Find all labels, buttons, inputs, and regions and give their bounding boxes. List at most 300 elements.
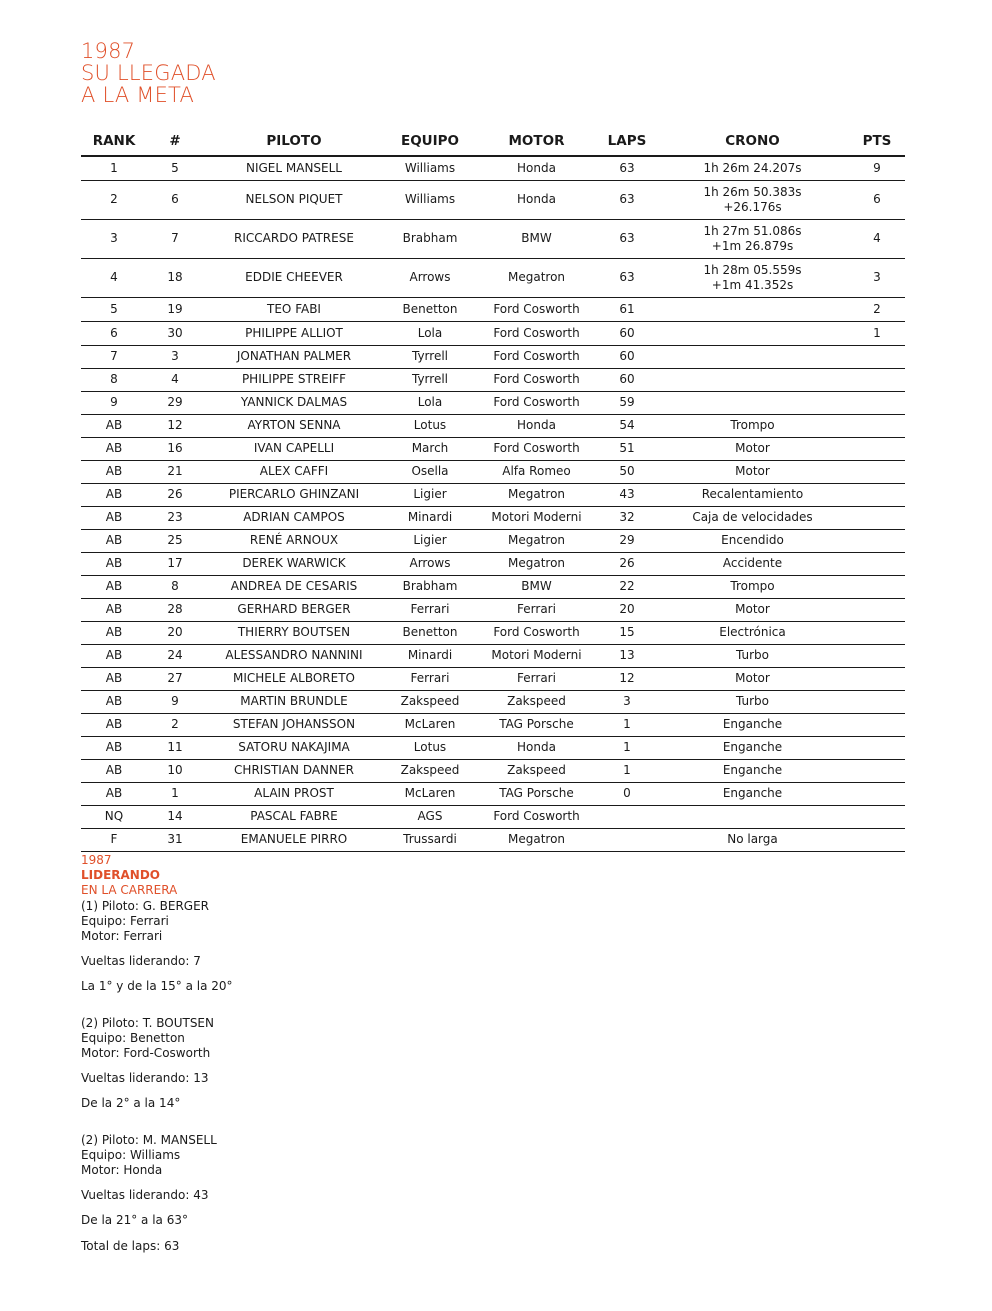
cell-number: 7 [147,219,203,258]
cell-equipo: Ferrari [385,667,475,690]
cell-equipo: Trussardi [385,828,475,851]
crono-time: Encendido [721,533,784,547]
cell-motor: Ford Cosworth [475,621,598,644]
cell-laps: 60 [598,368,656,391]
leader-motor: Motor: Ferrari [81,929,163,944]
cell-rank: 7 [81,345,147,368]
crono-time: Enganche [722,763,783,777]
cell-laps: 61 [598,297,656,321]
cell-piloto: YANNICK DALMAS [203,391,385,414]
cell-rank: 3 [81,219,147,258]
cell-piloto: AYRTON SENNA [203,414,385,437]
cell-piloto: ADRIAN CAMPOS [203,506,385,529]
cell-laps: 63 [598,156,656,180]
cell-piloto: IVAN CAPELLI [203,437,385,460]
leader-rango: La 1° y de la 15° a la 20° [81,979,233,994]
table-row [81,690,905,713]
cell-crono [656,156,849,180]
cell-equipo: Ligier [385,483,475,506]
cell-motor: Motori Moderni [475,506,598,529]
col-rank: RANK [81,126,147,156]
cell-equipo: Williams [385,180,475,219]
cell-piloto: MARTIN BRUNDLE [203,690,385,713]
cell-piloto: PIERCARLO GHINZANI [203,483,385,506]
cell-rank: 5 [81,297,147,321]
cell-piloto: SATORU NAKAJIMA [203,736,385,759]
cell-motor: Megatron [475,483,598,506]
cell-motor: Ford Cosworth [475,345,598,368]
cell-piloto: RICCARDO PATRESE [203,219,385,258]
leading-section [81,853,233,1254]
leader-motor: Motor: Ford-Cosworth [81,1046,211,1061]
cell-rank: 2 [81,180,147,219]
cell-motor: Ford Cosworth [475,805,598,828]
cell-motor: BMW [475,575,598,598]
cell-equipo: Brabham [385,219,475,258]
cell-motor: Zakspeed [475,759,598,782]
cell-piloto: PHILIPPE STREIFF [203,368,385,391]
cell-equipo: Lotus [385,736,475,759]
cell-crono [656,180,849,219]
cell-piloto: NELSON PIQUET [203,180,385,219]
cell-piloto: GERHARD BERGER [203,598,385,621]
cell-rank: AB [81,552,147,575]
cell-number: 21 [147,460,203,483]
cell-equipo: Brabham [385,575,475,598]
cell-pts [849,552,905,575]
cell-number: 25 [147,529,203,552]
leader-piloto: (2) Piloto: M. MANSELL [81,1132,217,1147]
cell-pts [849,437,905,460]
cell-crono [656,598,849,621]
cell-rank: AB [81,713,147,736]
cell-rank: AB [81,782,147,805]
cell-piloto: RENÉ ARNOUX [203,529,385,552]
cell-laps [598,828,656,851]
cell-crono [656,690,849,713]
table-row [81,321,905,345]
cell-pts [849,805,905,828]
table-row [81,621,905,644]
cell-laps: 0 [598,782,656,805]
cell-number: 12 [147,414,203,437]
crono-time: Enganche [722,740,783,754]
cell-rank: 9 [81,391,147,414]
col-crono: CRONO [656,126,849,156]
cell-motor: Ferrari [475,667,598,690]
crono-time: 1h 28m 05.559s [703,262,802,277]
cell-laps: 1 [598,736,656,759]
cell-rank: AB [81,759,147,782]
cell-motor: Ford Cosworth [475,321,598,345]
cell-rank: 8 [81,368,147,391]
cell-number: 19 [147,297,203,321]
cell-number: 17 [147,552,203,575]
cell-number: 27 [147,667,203,690]
cell-laps: 43 [598,483,656,506]
cell-motor: Megatron [475,828,598,851]
table-row [81,437,905,460]
table-row [81,297,905,321]
cell-pts [849,460,905,483]
cell-pts [849,391,905,414]
table-row [81,368,905,391]
cell-pts: 3 [849,258,905,297]
cell-equipo: Ligier [385,529,475,552]
cell-crono [656,219,849,258]
cell-laps: 1 [598,759,656,782]
leader-entry [81,1016,233,1112]
cell-equipo: McLaren [385,782,475,805]
cell-rank: AB [81,644,147,667]
leading-year: 1987 [81,853,112,867]
cell-crono [656,483,849,506]
cell-crono [656,805,849,828]
cell-piloto: PASCAL FABRE [203,805,385,828]
col-laps: LAPS [598,126,656,156]
crono-time: Motor [735,671,770,685]
cell-laps [598,805,656,828]
crono-time: No larga [727,832,778,846]
cell-number: 30 [147,321,203,345]
cell-pts [849,483,905,506]
table-row [81,713,905,736]
cell-number: 14 [147,805,203,828]
table-row [81,258,905,297]
cell-laps: 13 [598,644,656,667]
cell-pts [849,690,905,713]
leader-vueltas: Vueltas liderando: 43 [81,1188,209,1203]
cell-rank: AB [81,736,147,759]
cell-motor: Motori Moderni [475,644,598,667]
cell-rank: AB [81,621,147,644]
cell-piloto: THIERRY BOUTSEN [203,621,385,644]
crono-time: Caja de velocidades [692,510,813,524]
cell-crono [656,621,849,644]
crono-time: Recalentamiento [701,487,804,501]
cell-equipo: Arrows [385,258,475,297]
crono-time: Accidente [722,556,783,570]
cell-crono [656,736,849,759]
cell-rank: AB [81,483,147,506]
cell-number: 20 [147,621,203,644]
crono-gap: +1m 41.352s [711,277,794,292]
cell-pts [849,759,905,782]
cell-crono [656,437,849,460]
cell-crono [656,529,849,552]
cell-equipo: March [385,437,475,460]
table-row [81,828,905,851]
cell-crono [656,460,849,483]
crono-time: Electrónica [719,625,786,639]
table-row [81,805,905,828]
cell-laps: 60 [598,345,656,368]
cell-laps: 63 [598,219,656,258]
crono-gap: +26.176s [723,199,782,214]
leader-equipo: Equipo: Benetton [81,1030,185,1045]
cell-motor: Megatron [475,552,598,575]
leader-rango: De la 2° a la 14° [81,1096,181,1111]
crono-time: Turbo [735,648,769,662]
title-year: 1987 [81,39,136,63]
cell-pts [849,529,905,552]
cell-laps: 60 [598,321,656,345]
table-row [81,345,905,368]
table-row [81,552,905,575]
cell-number: 2 [147,713,203,736]
cell-motor: Zakspeed [475,690,598,713]
cell-crono [656,713,849,736]
crono-time: Motor [735,602,770,616]
cell-rank: 6 [81,321,147,345]
cell-pts [849,736,905,759]
col-number: # [147,126,203,156]
cell-crono [656,391,849,414]
cell-pts [849,782,905,805]
cell-rank: AB [81,575,147,598]
cell-motor: Ford Cosworth [475,391,598,414]
crono-time: Enganche [722,717,783,731]
cell-motor: TAG Porsche [475,782,598,805]
cell-laps: 54 [598,414,656,437]
cell-crono [656,782,849,805]
table-row [81,391,905,414]
cell-rank: F [81,828,147,851]
cell-number: 18 [147,258,203,297]
cell-laps: 63 [598,258,656,297]
cell-equipo: Zakspeed [385,759,475,782]
cell-rank: 1 [81,156,147,180]
cell-number: 8 [147,575,203,598]
leader-motor: Motor: Honda [81,1163,163,1178]
cell-number: 28 [147,598,203,621]
table-row [81,598,905,621]
cell-crono [656,575,849,598]
cell-motor: Megatron [475,258,598,297]
cell-motor: Honda [475,156,598,180]
cell-piloto: ALAIN PROST [203,782,385,805]
total-laps: Total de laps: 63 [81,1238,180,1253]
crono-gap: +1m 26.879s [711,238,794,253]
cell-crono [656,828,849,851]
cell-pts [849,713,905,736]
cell-rank: NQ [81,805,147,828]
cell-motor: Megatron [475,529,598,552]
cell-pts [849,414,905,437]
table-row [81,736,905,759]
cell-piloto: ALESSANDRO NANNINI [203,644,385,667]
title-line2: A LA META [81,83,195,107]
cell-crono [656,667,849,690]
cell-number: 5 [147,156,203,180]
cell-crono [656,297,849,321]
cell-laps: 32 [598,506,656,529]
cell-pts: 6 [849,180,905,219]
cell-equipo: Zakspeed [385,690,475,713]
cell-number: 23 [147,506,203,529]
cell-crono [656,321,849,345]
table-row [81,644,905,667]
cell-motor: Honda [475,180,598,219]
cell-pts: 2 [849,297,905,321]
leader-piloto: (1) Piloto: G. BERGER [81,898,209,913]
results-table [81,126,905,852]
cell-pts [849,506,905,529]
cell-number: 26 [147,483,203,506]
cell-number: 1 [147,782,203,805]
table-row [81,460,905,483]
cell-crono [656,506,849,529]
cell-number: 9 [147,690,203,713]
cell-equipo: Lola [385,321,475,345]
cell-rank: AB [81,598,147,621]
cell-motor: Ford Cosworth [475,437,598,460]
cell-rank: AB [81,437,147,460]
table-row [81,506,905,529]
crono-time: Motor [735,464,770,478]
cell-piloto: STEFAN JOHANSSON [203,713,385,736]
cell-motor: BMW [475,219,598,258]
cell-motor: Honda [475,414,598,437]
results-body [81,156,905,851]
cell-equipo: Ferrari [385,598,475,621]
cell-pts: 9 [849,156,905,180]
leader-equipo: Equipo: Ferrari [81,913,169,928]
cell-number: 31 [147,828,203,851]
cell-piloto: TEO FABI [203,297,385,321]
cell-equipo: Tyrrell [385,368,475,391]
cell-laps: 63 [598,180,656,219]
cell-laps: 12 [598,667,656,690]
cell-number: 6 [147,180,203,219]
cell-laps: 20 [598,598,656,621]
table-row [81,180,905,219]
leading-title: LIDERANDO [81,868,161,883]
cell-rank: AB [81,529,147,552]
cell-equipo: Tyrrell [385,345,475,368]
table-row [81,414,905,437]
cell-number: 10 [147,759,203,782]
col-equipo: EQUIPO [385,126,475,156]
cell-pts: 4 [849,219,905,258]
cell-piloto: MICHELE ALBORETO [203,667,385,690]
cell-crono [656,759,849,782]
cell-number: 3 [147,345,203,368]
cell-piloto: CHRISTIAN DANNER [203,759,385,782]
cell-laps: 22 [598,575,656,598]
header-row [81,126,905,156]
cell-rank: AB [81,690,147,713]
leader-entry [81,1133,233,1229]
leader-vueltas: Vueltas liderando: 13 [81,1071,209,1086]
cell-equipo: Arrows [385,552,475,575]
cell-number: 29 [147,391,203,414]
cell-pts [849,621,905,644]
cell-piloto: DEREK WARWICK [203,552,385,575]
cell-equipo: Benetton [385,297,475,321]
table-row [81,782,905,805]
cell-equipo: Lotus [385,414,475,437]
cell-number: 11 [147,736,203,759]
crono-time: Trompo [730,579,775,593]
cell-laps: 29 [598,529,656,552]
cell-equipo: Minardi [385,506,475,529]
table-row [81,219,905,258]
cell-equipo: Williams [385,156,475,180]
cell-equipo: AGS [385,805,475,828]
cell-piloto: ANDREA DE CESARIS [203,575,385,598]
cell-motor: Ferrari [475,598,598,621]
crono-time: 1h 26m 24.207s [703,160,802,175]
crono-time: Turbo [735,694,769,708]
cell-pts [849,575,905,598]
leader-piloto: (2) Piloto: T. BOUTSEN [81,1015,214,1030]
page-title [81,40,216,106]
cell-crono [656,345,849,368]
cell-motor: TAG Porsche [475,713,598,736]
leader-entry [81,899,233,995]
cell-crono [656,414,849,437]
cell-piloto: NIGEL MANSELL [203,156,385,180]
leader-rango: De la 21° a la 63° [81,1213,188,1228]
cell-motor: Ford Cosworth [475,368,598,391]
cell-rank: AB [81,667,147,690]
cell-motor: Alfa Romeo [475,460,598,483]
cell-piloto: ALEX CAFFI [203,460,385,483]
table-row [81,575,905,598]
cell-rank: AB [81,414,147,437]
table-row [81,529,905,552]
col-piloto: PILOTO [203,126,385,156]
cell-rank: 4 [81,258,147,297]
crono-time: 1h 27m 51.086s [703,223,802,238]
cell-laps: 51 [598,437,656,460]
cell-equipo: McLaren [385,713,475,736]
cell-laps: 50 [598,460,656,483]
cell-piloto: PHILIPPE ALLIOT [203,321,385,345]
title-line1: SU LLEGADA [81,61,216,85]
cell-pts [849,345,905,368]
table-row [81,759,905,782]
cell-equipo: Minardi [385,644,475,667]
cell-rank: AB [81,506,147,529]
cell-crono [656,552,849,575]
col-motor: MOTOR [475,126,598,156]
cell-laps: 3 [598,690,656,713]
cell-number: 4 [147,368,203,391]
cell-piloto: EMANUELE PIRRO [203,828,385,851]
cell-pts [849,667,905,690]
crono-time: Trompo [730,418,775,432]
cell-pts [849,644,905,667]
cell-pts [849,828,905,851]
leading-subtitle: EN LA CARRERA [81,883,178,898]
table-row [81,483,905,506]
cell-laps: 59 [598,391,656,414]
cell-equipo: Benetton [385,621,475,644]
cell-pts: 1 [849,321,905,345]
cell-crono [656,644,849,667]
cell-piloto: EDDIE CHEEVER [203,258,385,297]
table-row [81,667,905,690]
cell-pts [849,598,905,621]
cell-piloto: JONATHAN PALMER [203,345,385,368]
crono-time: 1h 26m 50.383s [703,184,802,199]
leader-vueltas: Vueltas liderando: 7 [81,954,201,969]
cell-motor: Honda [475,736,598,759]
cell-laps: 15 [598,621,656,644]
cell-laps: 26 [598,552,656,575]
